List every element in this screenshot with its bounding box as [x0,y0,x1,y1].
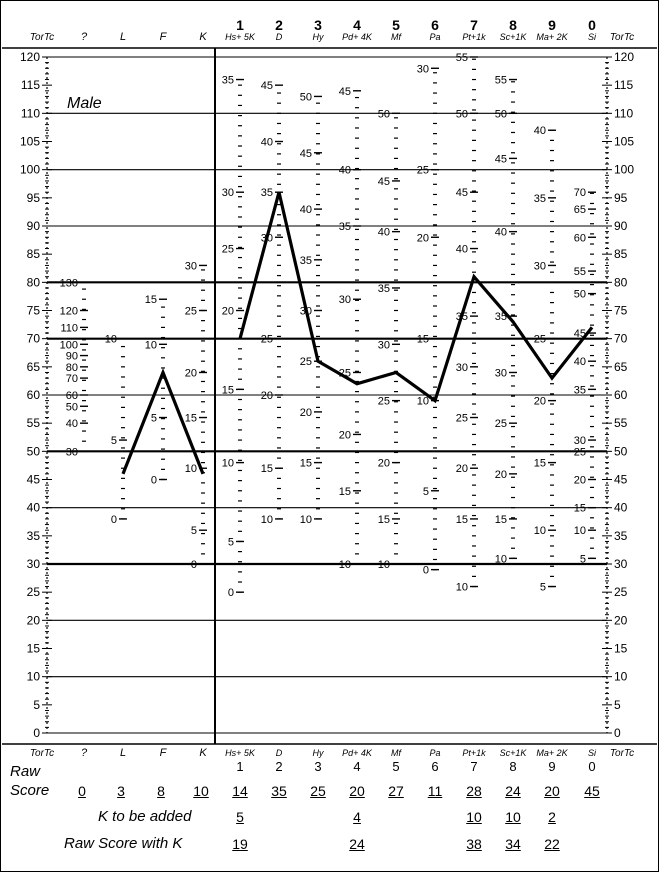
scale-raw-label: 40 [299,204,312,217]
clinical-scale-header: Pd+ 4K [342,32,372,42]
y-tick-label-left: 60 [26,388,40,402]
scale-raw-label: 15 [184,412,197,425]
validity-scale-footer: L [119,747,127,759]
scale-raw-label: 5 [539,581,546,594]
clinical-scale-number: 6 [431,17,439,33]
scale-raw-label: 0 [422,564,429,577]
raw-with-k-label: Raw Score with K [64,835,183,852]
scale-raw-label: 120 [59,305,78,318]
scale-raw-label: 15 [455,513,468,526]
scale-raw-label: 20 [299,406,312,419]
scale-raw-label: 35 [221,74,234,87]
scale-raw-label: 15 [221,384,234,397]
scale-raw-label: 20 [573,474,586,487]
clinical-scale-number-footer: 9 [548,759,556,774]
y-tick-label-right: 105 [614,134,635,149]
scale-raw-label: 50 [299,91,312,104]
raw-with-k-sc: 34 [505,836,521,852]
clinical-scale-number-footer: 1 [236,759,244,774]
scale-raw-label: 55 [455,52,468,64]
scale-raw-label: 10 [144,339,157,352]
scale-raw-label: 5 [422,485,429,498]
clinical-scale-header: Ma+ 2K [536,32,568,42]
y-tick-label-left: 20 [26,613,40,628]
y-tick-label-right: 5 [614,697,621,712]
k-added-pt: 10 [466,809,482,825]
clinical-scale-number: 1 [236,17,244,33]
scale-raw-label: 30 [573,435,586,448]
clinical-scale-header: Pa [429,32,441,42]
y-axis-label-bottom-right: TorTc [609,748,635,759]
scale-raw-label: 30 [184,260,197,273]
scale-raw-label: 10 [416,395,429,408]
scale-raw-label: 30 [338,294,351,307]
y-tick-label-left: 0 [33,726,40,740]
y-tick-label-left: 35 [26,528,40,543]
scale-raw-label: 100 [59,339,78,352]
clinical-scale-number: 8 [509,17,517,33]
scale-raw-label: 15 [573,502,586,515]
clinical-scale-footer: Pt+1k [462,748,486,758]
raw-with-k-ma: 22 [544,836,560,852]
clinical-scale-number: 9 [548,17,556,33]
clinical-scale-header: Si [587,32,597,42]
scale-raw-label: 25 [299,356,312,369]
raw-with-k-pt: 38 [466,836,482,852]
raw-score-hs: 14 [232,783,248,799]
raw-score-sc: 24 [505,783,521,799]
scale-raw-label: 25 [260,333,273,346]
scale-raw-label: 60 [65,390,78,402]
y-tick-label-left: 105 [19,134,40,149]
clinical-scale-footer: Mf [391,748,401,758]
raw-score-hy: 25 [310,783,326,799]
scale-raw-label: 10 [533,525,546,538]
k-added-label: K to be added [98,808,192,825]
scale-raw-label: 70 [573,187,586,200]
scale-raw-label: 35 [455,311,468,324]
scale-raw-label: 80 [65,361,78,374]
scale-raw-label: 45 [338,85,351,98]
scale-raw-label: 25 [184,305,197,318]
scale-raw-label: 20 [221,305,234,318]
scale-raw-label: 40 [494,226,507,239]
scale-raw-label: 10 [494,553,507,566]
validity-scale-header: L [119,31,127,43]
raw-score-f: 8 [157,783,165,799]
scale-raw-label: 40 [573,356,586,369]
raw-score-k: 10 [193,783,209,799]
scale-raw-label: 30 [260,232,273,245]
y-tick-label-right: 20 [614,613,628,628]
raw-score-pa: 11 [427,783,443,799]
y-tick-label-right: 100 [614,162,635,177]
y-tick-label-right: 0 [614,726,621,740]
scale-raw-label: 50 [377,108,390,121]
clinical-scale-footer: Si [587,748,597,758]
scale-raw-label: 110 [60,322,78,335]
scale-raw-label: 55 [573,266,586,279]
scale-raw-label: 25 [221,243,234,256]
y-tick-label-left: 85 [26,247,40,262]
raw-score-pt: 28 [466,783,482,799]
y-tick-label-left: 65 [26,359,40,374]
y-tick-label-right: 25 [614,585,628,600]
scale-raw-label: 15 [299,457,312,470]
scale-raw-label: 50 [573,288,586,301]
y-tick-label-left: 80 [26,275,40,290]
clinical-profile-line [240,192,592,400]
y-tick-label-left: 95 [26,190,40,205]
validity-scale-header: F [159,31,167,43]
clinical-scale-number-footer: 8 [509,759,517,774]
scale-raw-label: 20 [338,429,351,442]
y-tick-label-right: 95 [614,190,628,205]
scale-raw-label: 0 [110,513,117,526]
scale-raw-label: 15 [533,457,546,470]
scale-raw-label: 35 [494,311,507,324]
scale-raw-label: 10 [184,463,197,476]
scale-raw-label: 30 [494,367,507,380]
scale-raw-label: 30 [533,260,546,273]
scale-raw-label: 50 [65,401,78,414]
scale-raw-label: 25 [416,164,429,177]
clinical-scale-number-footer: 2 [275,759,283,774]
scale-raw-label: 30 [416,63,429,76]
scale-raw-label: 0 [150,474,157,487]
scale-raw-label: 10 [338,559,351,571]
scale-raw-label: 5 [579,553,586,566]
scale-raw-label: 25 [338,367,351,380]
y-tick-label-left: 30 [26,557,40,571]
raw-score-ma: 20 [544,783,560,799]
clinical-scale-number: 0 [588,17,596,33]
scale-raw-label: 15 [144,294,157,307]
y-tick-label-left: 15 [26,641,40,656]
scale-raw-label: 30 [455,361,468,374]
scale-raw-label: 25 [573,446,586,459]
scale-raw-label: 5 [150,412,157,425]
scale-raw-label: 15 [260,463,273,476]
y-tick-label-right: 55 [614,416,628,431]
scale-raw-label: 35 [533,192,546,205]
raw-score-q: 0 [78,783,86,799]
raw-score-d: 35 [271,783,287,799]
y-tick-label-left: 75 [26,303,40,318]
scale-raw-label: 30 [377,339,390,352]
scale-raw-label: 35 [260,187,273,200]
scale-raw-label: 30 [221,187,234,200]
clinical-scale-footer: Pa [429,748,441,758]
scale-raw-label: 45 [299,147,312,160]
scale-raw-label: 10 [260,513,273,526]
scale-raw-label: 35 [299,254,312,267]
clinical-scale-footer: Pd+ 4K [342,748,372,758]
scale-raw-label: 50 [455,108,468,121]
scale-raw-label: 20 [260,390,273,402]
scale-raw-label: 65 [573,204,586,217]
scale-raw-label: 35 [377,282,390,295]
clinical-scale-number: 7 [470,17,478,33]
scale-raw-label: 15 [377,513,390,526]
scale-raw-label: 40 [338,164,351,177]
y-tick-label-right: 110 [614,106,634,121]
y-tick-label-left: 45 [26,472,40,487]
y-tick-label-right: 30 [614,557,628,571]
y-tick-label-right: 80 [614,275,628,290]
validity-scale-footer: F [159,747,167,759]
clinical-scale-number-footer: 3 [314,759,322,774]
clinical-scale-header: Hs+ 5K [225,32,255,42]
scale-raw-label: 70 [65,373,78,386]
scale-raw-label: 55 [494,74,507,87]
clinical-scale-header: Pt+1k [462,32,486,42]
scale-raw-label: 10 [377,559,390,571]
y-tick-label-right: 115 [614,78,634,93]
k-added-sc: 10 [505,809,521,825]
validity-scale-footer: ? [80,747,88,759]
y-tick-label-left: 40 [26,500,40,515]
scale-raw-label: 40 [260,136,273,149]
y-tick-label-right: 45 [614,472,628,487]
clinical-scale-footer: Sc+1K [499,748,527,758]
scale-raw-label: 20 [494,468,507,481]
scale-raw-label: 5 [110,435,117,448]
clinical-scale-footer: Hy [312,748,324,758]
clinical-scale-header: D [275,32,283,42]
y-tick-label-right: 40 [614,500,628,515]
scale-raw-label: 20 [377,457,390,470]
scale-raw-label: 45 [494,153,507,166]
scale-raw-label: 40 [455,243,468,256]
y-tick-label-right: 75 [614,303,628,318]
scale-raw-label: 0 [190,559,197,571]
y-tick-label-left: 100 [19,162,40,177]
scale-raw-label: 25 [533,333,546,346]
clinical-scale-footer: Ma+ 2K [536,748,568,758]
y-tick-label-left: 70 [26,331,40,346]
scale-raw-label: 5 [190,525,197,538]
clinical-scale-number-footer: 5 [392,759,400,774]
y-tick-label-left: 120 [19,50,40,64]
raw-label: Raw [10,763,41,780]
clinical-scale-number: 4 [353,17,361,33]
scale-raw-label: 10 [104,333,117,346]
scale-raw-label: 35 [338,221,351,233]
scale-raw-label: 10 [573,525,586,538]
y-tick-label-left: 50 [26,444,40,459]
clinical-scale-number: 3 [314,17,322,33]
y-tick-label-left: 10 [26,669,40,684]
y-axis-label-top-right: TorTc [609,32,635,43]
scale-raw-label: 30 [65,446,78,459]
raw-score-pd: 20 [349,783,365,799]
scale-raw-label: 15 [338,485,351,498]
clinical-scale-number-footer: 4 [353,759,361,774]
clinical-scale-number-footer: 7 [470,759,478,774]
y-tick-label-right: 65 [614,359,628,374]
scale-raw-label: 20 [416,232,429,245]
clinical-scale-header: Hy [312,32,324,42]
scale-raw-label: 25 [455,412,468,425]
score-label: Score [10,782,50,799]
scale-raw-label: 40 [65,418,78,431]
y-tick-label-right: 85 [614,247,628,262]
clinical-scale-footer: D [275,748,283,758]
scale-raw-label: 30 [299,305,312,318]
clinical-scale-number-footer: 6 [431,759,439,774]
scale-raw-label: 10 [455,581,468,594]
scale-raw-label: 45 [455,187,468,200]
y-axis-label-bottom-left: TorTc [29,748,55,759]
y-tick-label-left: 110 [20,106,40,121]
y-tick-label-left: 55 [26,416,40,431]
scale-raw-label: 50 [494,108,507,121]
scale-raw-label: 40 [377,226,390,239]
scale-raw-label: 20 [184,367,197,380]
clinical-scale-number: 2 [275,17,283,33]
raw-with-k-pd: 24 [349,836,365,852]
clinical-scale-number-footer: 0 [588,759,596,774]
y-tick-label-right: 35 [614,528,628,543]
raw-score-l: 3 [117,783,125,799]
scale-raw-label: 0 [227,587,234,600]
y-axis-label-top-left: TorTc [29,32,55,43]
raw-with-k-hs: 19 [232,836,248,852]
scale-raw-label: 40 [533,125,546,138]
scale-raw-label: 130 [59,277,78,290]
k-added-hs: 5 [236,809,244,825]
scale-raw-label: 15 [494,513,507,526]
y-tick-label-right: 70 [614,331,628,346]
scale-raw-label: 5 [227,536,234,549]
k-added-pd: 4 [353,809,361,825]
scale-raw-label: 45 [260,80,273,93]
scale-raw-label: 35 [573,384,586,397]
y-tick-label-right: 60 [614,388,628,402]
scale-raw-label: 25 [377,395,390,408]
clinical-scale-number: 5 [392,17,400,33]
validity-scale-header: K [199,31,207,43]
scale-raw-label: 10 [221,457,234,470]
y-tick-label-right: 15 [614,641,628,656]
y-tick-label-left: 5 [33,697,40,712]
y-tick-label-right: 120 [614,50,635,64]
scale-raw-label: 60 [573,232,586,245]
k-added-ma: 2 [548,809,556,825]
y-tick-label-right: 90 [614,219,628,233]
y-tick-label-left: 90 [26,219,40,233]
scale-raw-label: 25 [494,418,507,431]
scale-raw-label: 15 [416,333,429,346]
clinical-scale-footer: Hs+ 5K [225,748,255,758]
y-tick-label-left: 25 [26,585,40,600]
gender-label: Male [67,95,102,112]
y-tick-label-right: 10 [614,669,628,684]
scale-raw-label: 45 [377,175,390,188]
validity-scale-header: ? [80,31,88,43]
clinical-scale-header: Mf [391,32,401,42]
y-tick-label-left: 115 [20,78,40,93]
validity-scale-footer: K [199,747,207,759]
y-tick-label-right: 50 [614,444,628,459]
scale-raw-label: 90 [65,350,78,363]
scale-raw-label: 20 [455,463,468,476]
raw-score-si: 45 [584,783,600,799]
scale-raw-label: 10 [299,513,312,526]
scale-raw-label: 45 [573,328,586,341]
raw-score-mf: 27 [388,783,404,799]
scale-raw-label: 20 [533,395,546,408]
clinical-scale-header: Sc+1K [499,32,527,42]
